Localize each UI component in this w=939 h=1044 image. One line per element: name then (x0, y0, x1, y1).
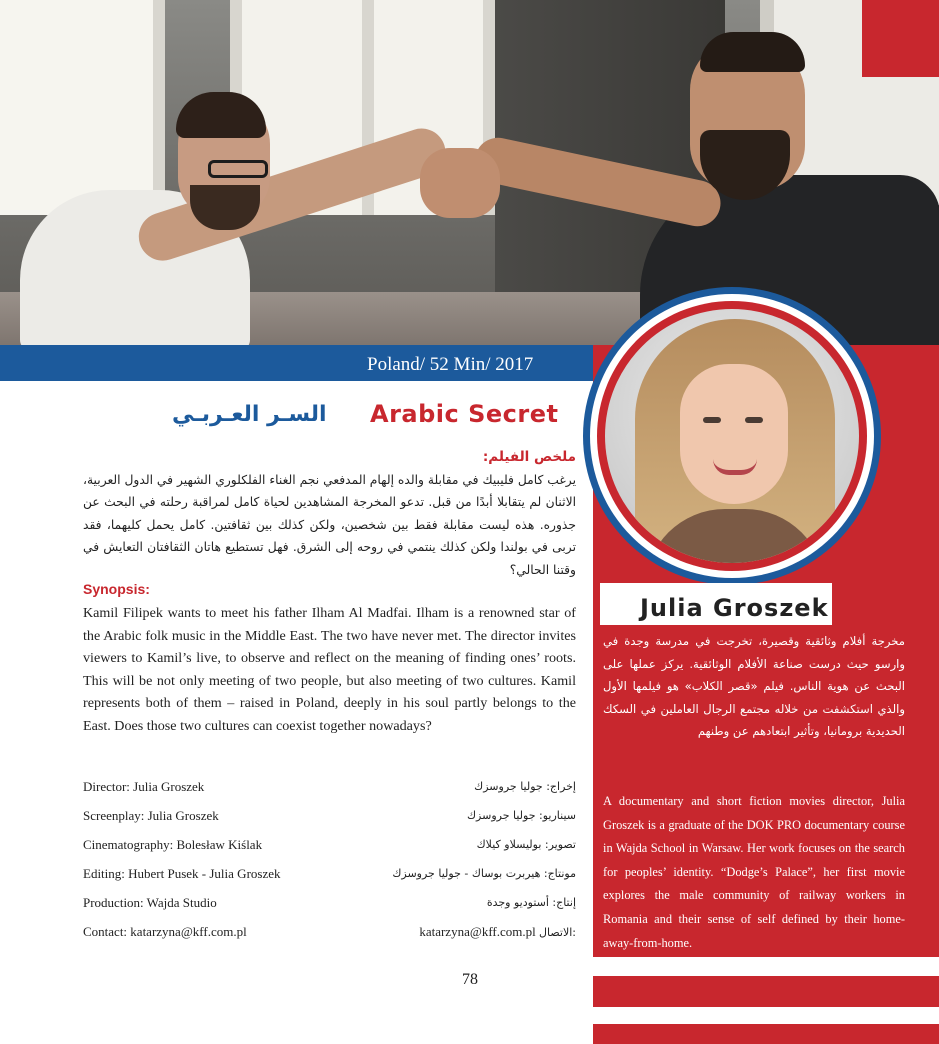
film-meta: Poland/ 52 Min/ 2017 (367, 354, 534, 375)
right-man-hair (700, 32, 805, 72)
contact-english: Contact: katarzyna@kff.com.pl (83, 924, 247, 939)
director-bio-arabic: مخرجة أفلام وثائقية وقصيرة، تخرجت في مدرسة وجدة في وارسو حيث درست صناعة الأفلام الوثائقية. يركز عملها على البحث عن هوية الناس. فيلم «قصر الكلاب» هو فيلمها الأول والذي استكشفت من خلاله مجتمع الرجال العاملين في السكك الحديدية برومانيا، وتأثير ابتعادهم عن وطنهم (603, 634, 905, 738)
credit-contact (83, 921, 576, 943)
contact-arabic (419, 921, 576, 944)
contact-email[interactable]: katarzyna@kff.com.pl (419, 924, 536, 939)
credit-label-arabic: إنتاج: أستوديو وجدة (486, 896, 576, 909)
portrait-face (680, 364, 788, 504)
credit-editing (83, 863, 576, 885)
credit-cinematography (83, 834, 576, 856)
credit-label-arabic: إخراج: جوليا جروسزك (474, 780, 576, 793)
film-title-arabic: السـر العـربـي (172, 402, 327, 427)
credit-label-english: Cinematography: Bolesław Kiślak (83, 837, 263, 852)
credit-label-english: Editing: Hubert Pusek - Julia Groszek (83, 866, 281, 881)
credit-screenplay (83, 805, 576, 827)
synopsis-english-heading: Synopsis: (83, 581, 150, 597)
corner-red-block (862, 0, 939, 77)
synopsis-english: Kamil Filipek wants to meet his father Ilham Al Madfai. Ilham is a renowned star of the Arabic folk music in the Middle East. The two have never met. The director invites viewers to Kamil’s live, to observe and reflect on the meaning of finding ones’ roots. This will be not only meeting of two people, but also meeting of two cultures. Kamil represents both of them – raised in Poland, deeply in his soul partly belongs to the East. Does those two cultures can coexist together nowadays? (83, 605, 576, 734)
credit-label-english: Screenplay: Julia Groszek (83, 808, 219, 823)
director-bio-english: A documentary and short fiction movies director, Julia Groszek is a graduate of the DOK PRO documentary course in Wajda School in Warsaw. Her work focuses on the search for peoples’ identity. “Dodge’s Palace”, her first movie explores the male community of railway workers in Romania and their sense of self defined by their home-away-from-home. (603, 794, 905, 950)
footer-red-bar-bottom (593, 1024, 939, 1044)
synopsis-arabic: يرغب كامل فليبيك في مقابلة والده إلهام المدفعي نجم الغناء الفلكلوري الشهير في الدول العربية، الاثنان لم يتقابلا أبدًا من قبل. تدعو المخرجة المشاهدين لحياة كامل لمراقبة رحلته في البحث عن جذوره. هذه ليست مقابلة فقط بين شخصين، ولكن كذلك بين ثقافتين. كامل يحمل كليهما، فقد تربى في بولندا ولكن كذلك ينتمي في روحه إلى الشرق. فهل تستطيع هاتان الثقافتان التعايش في وقتنا الحالي؟ (83, 473, 576, 577)
clasped-hands (420, 148, 500, 218)
director-portrait (605, 309, 859, 563)
contact-arabic-label: الاتصال: (539, 926, 576, 939)
footer-red-bar (593, 976, 939, 1007)
credit-director (83, 776, 576, 798)
portrait-eye (745, 417, 763, 423)
portrait-eye (703, 417, 721, 423)
window-left (0, 0, 165, 215)
credit-label-english: Production: Wajda Studio (83, 895, 217, 910)
page-number: 78 (462, 971, 478, 988)
credit-label-arabic: تصوير: بوليسلاو كيلاك (476, 838, 576, 851)
credit-label-english: Director: Julia Groszek (83, 779, 205, 794)
film-title-english: Arabic Secret (370, 400, 559, 428)
glasses (208, 160, 268, 178)
credit-label-arabic: سيناريو: جوليا جروسزك (466, 809, 576, 822)
synopsis-arabic-heading: ملخص الفيلم: (482, 449, 576, 465)
credit-label-arabic: مونتاج: هيربرت بوساك - جوليا جروسزك (392, 867, 576, 880)
credit-production (83, 892, 576, 914)
film-still-photo (0, 0, 939, 345)
director-name: Julia Groszek (640, 594, 829, 622)
